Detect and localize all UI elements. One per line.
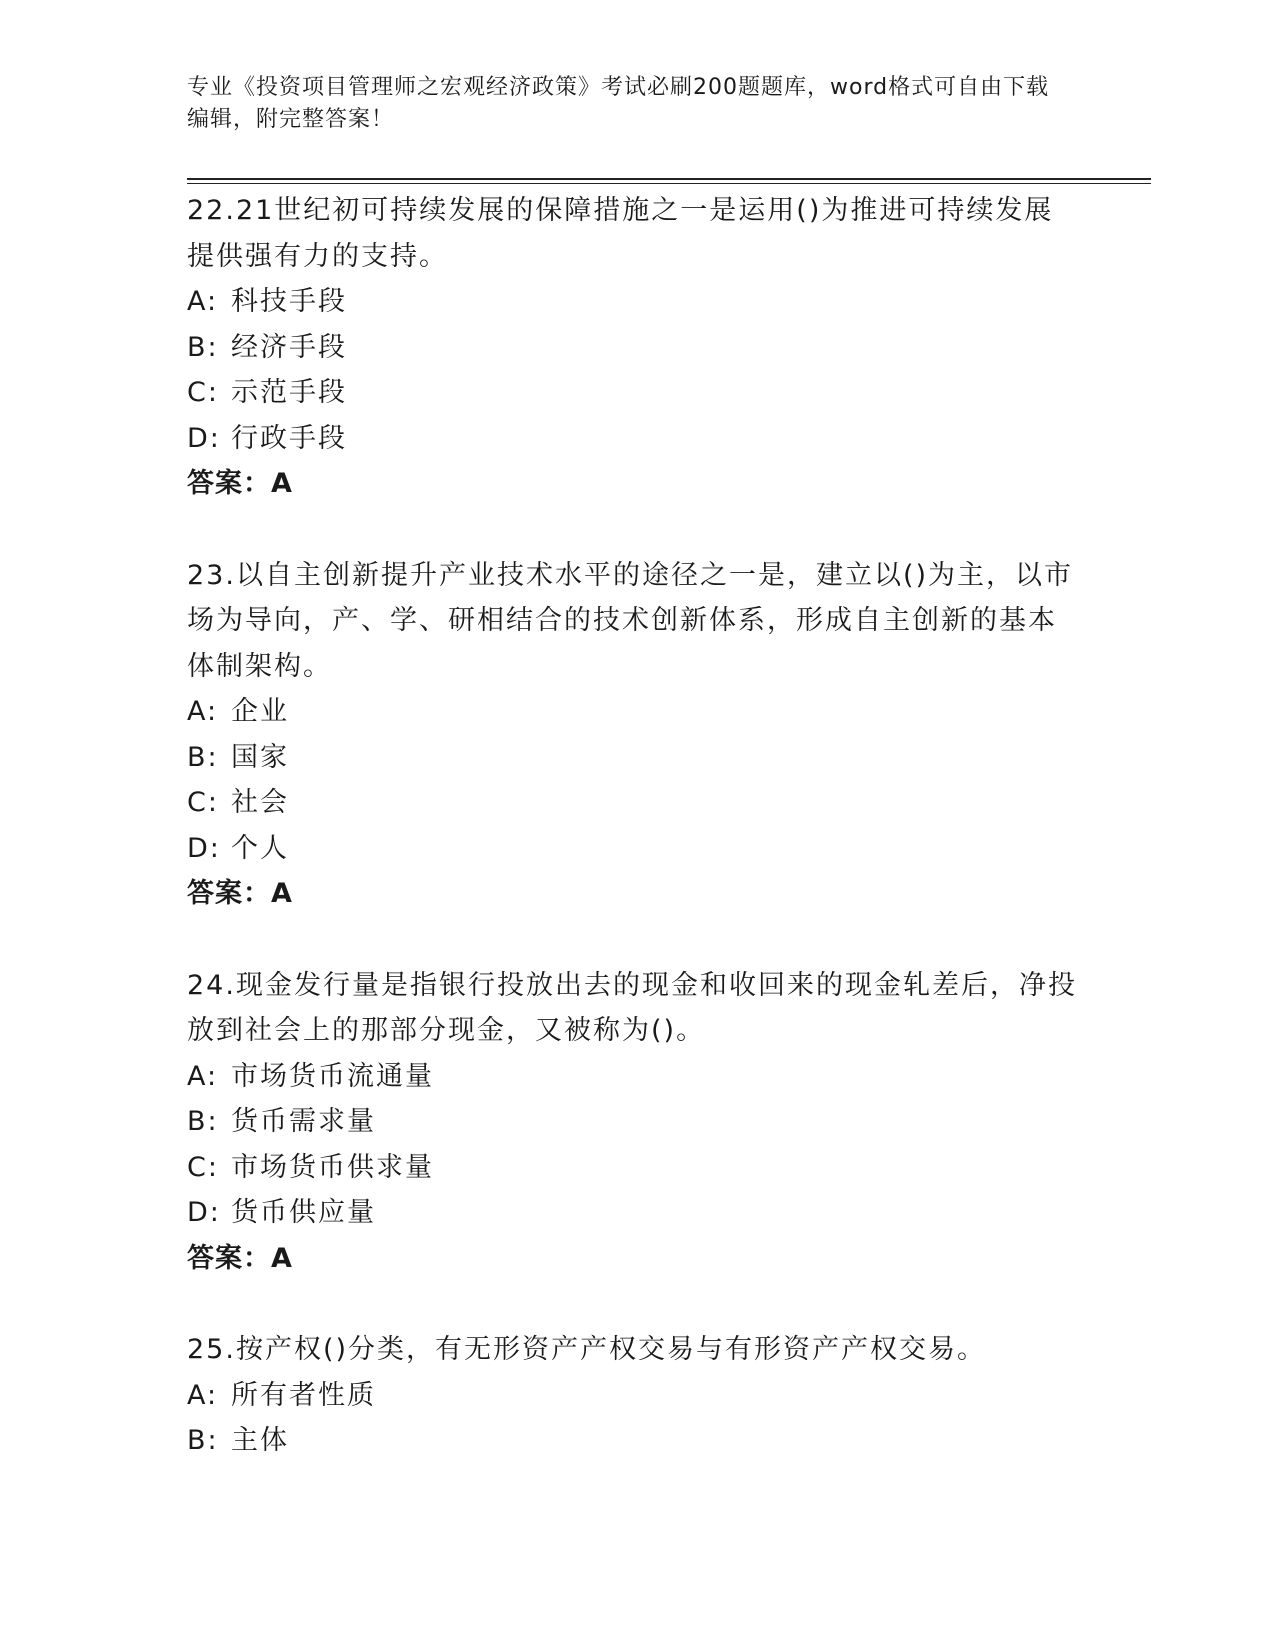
header-divider-thick <box>187 178 1151 180</box>
option-text: 经济手段 <box>231 331 347 363</box>
option-text: 市场货币供求量 <box>231 1151 434 1183</box>
option-letter: A: <box>187 1379 219 1411</box>
option-letter: A: <box>187 1060 219 1092</box>
option-d <box>187 826 1087 872</box>
option-c <box>187 780 1087 826</box>
question-25 <box>187 1327 1087 1464</box>
header-divider-thin <box>187 183 1151 184</box>
document-intro: 专业《投资项目管理师之宏观经济政策》考试必刷200题题库，word格式可自由下载编辑，附完整答案！ <box>187 75 1050 132</box>
option-letter: C: <box>187 377 219 408</box>
question-stem: 23.以自主创新提升产业技术水平的途径之一是，建立以()为主，以市场为导向，产、学、研相结合的技术创新体系，形成自主创新的基本体制架构。 <box>187 559 1074 682</box>
option-c <box>187 370 1087 416</box>
option-text: 示范手段 <box>231 377 347 408</box>
option-letter: B: <box>187 331 219 363</box>
option-text: 行政手段 <box>231 422 347 454</box>
option-letter: C: <box>187 787 219 818</box>
option-letter: B: <box>187 1425 219 1456</box>
option-a <box>187 689 1087 735</box>
option-a <box>187 1054 1087 1100</box>
answer-line: 答案：A <box>187 468 293 499</box>
option-text: 货币需求量 <box>231 1106 376 1137</box>
question-stem: 24.现金发行量是指银行投放出去的现金和收回来的现金轧差后，净投放到社会上的那部分现金，又被称为()。 <box>187 969 1077 1046</box>
question-stem: 25.按产权()分类，有无形资产产权交易与有形资产产权交易。 <box>187 1334 987 1365</box>
option-b <box>187 1099 1087 1145</box>
option-text: 国家 <box>231 741 289 773</box>
option-letter: D: <box>187 1197 221 1228</box>
option-c <box>187 1145 1087 1191</box>
option-letter: A: <box>187 286 219 317</box>
option-text: 个人 <box>231 832 289 864</box>
option-letter: D: <box>187 832 221 864</box>
question-24 <box>187 963 1087 1282</box>
option-a <box>187 279 1087 325</box>
option-d <box>187 416 1087 462</box>
option-letter: B: <box>187 741 219 773</box>
option-letter: A: <box>187 696 219 727</box>
option-a <box>187 1373 1087 1419</box>
option-text: 市场货币流通量 <box>231 1060 434 1092</box>
option-d <box>187 1190 1087 1236</box>
option-text: 货币供应量 <box>231 1197 376 1228</box>
option-letter: B: <box>187 1106 219 1137</box>
option-text: 企业 <box>231 696 289 727</box>
option-b <box>187 735 1087 781</box>
option-text: 社会 <box>231 787 289 818</box>
option-letter: C: <box>187 1151 219 1183</box>
option-letter: D: <box>187 422 221 454</box>
question-22 <box>187 188 1087 507</box>
option-text: 主体 <box>231 1425 289 1456</box>
question-stem: 22.21世纪初可持续发展的保障措施之一是运用()为推进可持续发展提供强有力的支持。 <box>187 195 1054 272</box>
question-list <box>187 188 1087 1510</box>
answer-line: 答案：A <box>187 1242 293 1274</box>
answer-line: 答案：A <box>187 878 293 909</box>
option-b <box>187 1418 1087 1464</box>
question-23 <box>187 553 1087 917</box>
option-text: 所有者性质 <box>231 1379 376 1411</box>
option-b <box>187 325 1087 371</box>
option-text: 科技手段 <box>231 286 347 317</box>
